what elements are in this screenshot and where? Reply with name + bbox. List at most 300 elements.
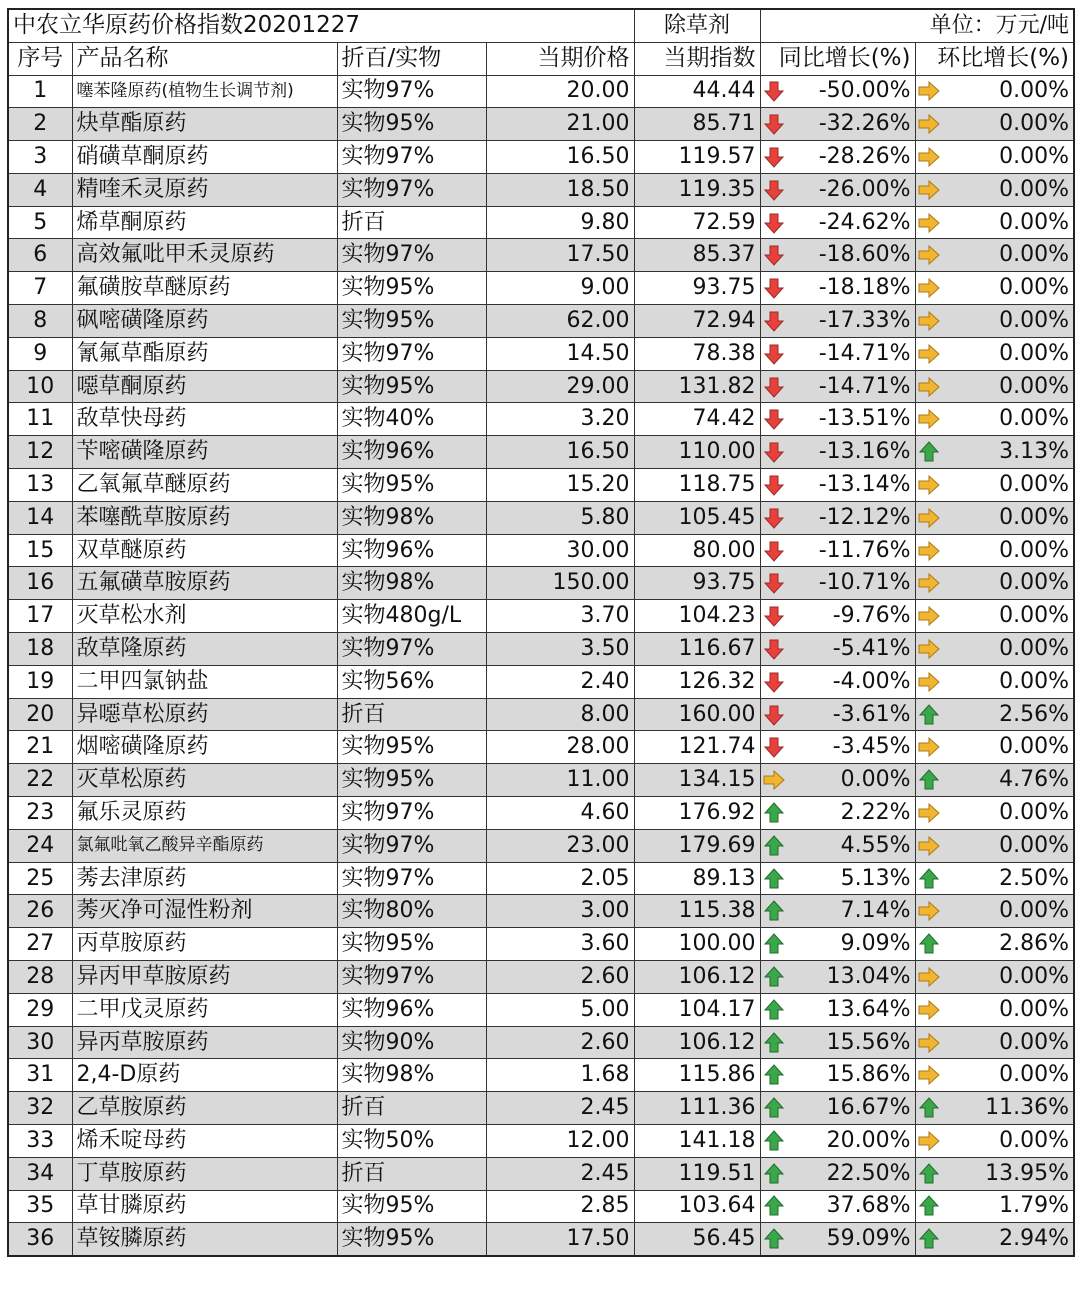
yoy-cell	[760, 239, 915, 272]
current-index: 78.38	[634, 337, 760, 370]
table-row	[8, 1026, 1074, 1059]
yoy-value: -18.60%	[818, 242, 911, 268]
yoy-cell	[760, 829, 915, 862]
product-spec: 实物97%	[337, 75, 486, 108]
row-index: 18	[8, 633, 72, 666]
current-price: 20.00	[486, 75, 634, 108]
product-name: 噁草酮原药	[72, 370, 337, 403]
header-spec: 折百/实物	[337, 42, 486, 75]
arrow-up-icon	[918, 868, 940, 890]
arrow-right-icon	[918, 1130, 940, 1152]
product-name: 异丙甲草胺原药	[72, 961, 337, 994]
arrow-up-icon	[918, 933, 940, 955]
mom-value: 0.00%	[999, 242, 1070, 268]
arrow-right-icon	[918, 1064, 940, 1086]
current-price: 15.20	[486, 469, 634, 502]
yoy-cell	[760, 108, 915, 141]
row-index: 7	[8, 272, 72, 305]
mom-value: 0.00%	[999, 111, 1070, 137]
arrow-right-icon	[918, 179, 940, 201]
product-name: 砜嘧磺隆原药	[72, 305, 337, 338]
product-spec: 实物97%	[337, 173, 486, 206]
product-spec: 实物96%	[337, 534, 486, 567]
category-text: 除草剂	[664, 12, 731, 38]
product-spec: 实物97%	[337, 961, 486, 994]
table-row	[8, 1059, 1074, 1092]
arrow-down-icon	[763, 474, 785, 496]
yoy-cell	[760, 764, 915, 797]
table-row	[8, 337, 1074, 370]
row-index: 14	[8, 501, 72, 534]
current-index: 119.35	[634, 173, 760, 206]
mom-cell	[915, 403, 1074, 436]
arrow-right-icon	[918, 638, 940, 660]
yoy-value: -11.76%	[818, 537, 911, 563]
mom-cell	[915, 1059, 1074, 1092]
title-row	[8, 9, 1074, 42]
mom-cell	[915, 764, 1074, 797]
current-index: 74.42	[634, 403, 760, 436]
product-name: 双草醚原药	[72, 534, 337, 567]
current-index: 131.82	[634, 370, 760, 403]
current-index: 116.67	[634, 633, 760, 666]
arrow-up-icon	[918, 1163, 940, 1185]
product-name: 烟嘧磺隆原药	[72, 731, 337, 764]
current-index: 103.64	[634, 1190, 760, 1223]
current-price: 62.00	[486, 305, 634, 338]
product-spec: 实物80%	[337, 895, 486, 928]
current-price: 17.50	[486, 1223, 634, 1256]
unit-label	[760, 9, 1074, 42]
arrow-right-icon	[918, 408, 940, 430]
yoy-value: 15.86%	[826, 1062, 911, 1088]
yoy-cell	[760, 1157, 915, 1190]
current-price: 18.50	[486, 173, 634, 206]
yoy-cell	[760, 1026, 915, 1059]
current-price: 3.50	[486, 633, 634, 666]
table-row	[8, 600, 1074, 633]
arrow-down-icon	[763, 244, 785, 266]
product-spec: 实物95%	[337, 731, 486, 764]
product-name: 精喹禾灵原药	[72, 173, 337, 206]
mom-value: 2.56%	[999, 701, 1070, 727]
mom-cell	[915, 600, 1074, 633]
yoy-cell	[760, 337, 915, 370]
mom-value: 0.00%	[999, 1029, 1070, 1055]
product-spec: 实物90%	[337, 1026, 486, 1059]
current-index: 134.15	[634, 764, 760, 797]
current-index: 93.75	[634, 272, 760, 305]
current-index: 72.59	[634, 206, 760, 239]
row-index: 36	[8, 1223, 72, 1256]
table-row	[8, 698, 1074, 731]
yoy-value: 9.09%	[840, 931, 911, 957]
yoy-value: -12.12%	[818, 504, 911, 530]
mom-cell	[915, 928, 1074, 961]
yoy-value: 13.04%	[826, 963, 911, 989]
header-row	[8, 42, 1074, 75]
row-index: 15	[8, 534, 72, 567]
product-name: 苄嘧磺隆原药	[72, 436, 337, 469]
yoy-cell	[760, 305, 915, 338]
table-row	[8, 370, 1074, 403]
arrow-up-icon	[763, 1130, 785, 1152]
mom-value: 0.00%	[999, 471, 1070, 497]
arrow-down-icon	[763, 736, 785, 758]
mom-cell	[915, 370, 1074, 403]
mom-cell	[915, 862, 1074, 895]
current-price: 1.68	[486, 1059, 634, 1092]
row-index: 29	[8, 993, 72, 1026]
mom-cell	[915, 961, 1074, 994]
current-index: 111.36	[634, 1092, 760, 1125]
arrow-up-icon	[763, 1163, 785, 1185]
current-index: 179.69	[634, 829, 760, 862]
mom-value: 13.95%	[985, 1160, 1070, 1186]
yoy-value: -3.61%	[832, 701, 911, 727]
mom-value: 0.00%	[999, 143, 1070, 169]
mom-value: 0.00%	[999, 668, 1070, 694]
mom-cell	[915, 1026, 1074, 1059]
yoy-value: -13.51%	[818, 406, 911, 432]
mom-value: 0.00%	[999, 898, 1070, 924]
arrow-right-icon	[918, 80, 940, 102]
current-price: 150.00	[486, 567, 634, 600]
yoy-value: 0.00%	[840, 767, 911, 793]
yoy-value: 13.64%	[826, 996, 911, 1022]
arrow-up-icon	[763, 802, 785, 824]
yoy-value: 5.13%	[840, 865, 911, 891]
arrow-down-icon	[763, 408, 785, 430]
mom-value: 2.50%	[999, 865, 1070, 891]
mom-cell	[915, 534, 1074, 567]
product-spec: 折百	[337, 206, 486, 239]
mom-cell	[915, 698, 1074, 731]
arrow-right-icon	[918, 146, 940, 168]
table-row	[8, 436, 1074, 469]
mom-value: 0.00%	[999, 734, 1070, 760]
row-index: 2	[8, 108, 72, 141]
product-spec: 实物95%	[337, 108, 486, 141]
yoy-cell	[760, 534, 915, 567]
row-index: 27	[8, 928, 72, 961]
mom-value: 0.00%	[999, 537, 1070, 563]
product-spec: 实物96%	[337, 436, 486, 469]
mom-value: 0.00%	[999, 307, 1070, 333]
yoy-value: 16.67%	[826, 1095, 911, 1121]
current-index: 85.37	[634, 239, 760, 272]
product-spec: 实物95%	[337, 1223, 486, 1256]
arrow-right-icon	[763, 769, 785, 791]
table-row	[8, 1092, 1074, 1125]
header-price: 当期价格	[486, 42, 634, 75]
mom-value: 0.00%	[999, 832, 1070, 858]
arrow-down-icon	[763, 277, 785, 299]
current-price: 2.05	[486, 862, 634, 895]
arrow-up-icon	[763, 1064, 785, 1086]
row-index: 1	[8, 75, 72, 108]
product-spec: 实物56%	[337, 665, 486, 698]
mom-value: 0.00%	[999, 963, 1070, 989]
yoy-value: -26.00%	[818, 176, 911, 202]
yoy-cell	[760, 698, 915, 731]
product-spec: 实物95%	[337, 370, 486, 403]
header-index: 序号	[8, 42, 72, 75]
current-price: 30.00	[486, 534, 634, 567]
arrow-right-icon	[918, 671, 940, 693]
current-index: 80.00	[634, 534, 760, 567]
arrow-up-icon	[763, 933, 785, 955]
mom-cell	[915, 1190, 1074, 1223]
yoy-value: 15.56%	[826, 1029, 911, 1055]
yoy-cell	[760, 403, 915, 436]
product-spec: 实物40%	[337, 403, 486, 436]
product-spec: 实物95%	[337, 272, 486, 305]
arrow-up-icon	[918, 441, 940, 463]
product-spec: 实物96%	[337, 993, 486, 1026]
yoy-value: -14.71%	[818, 373, 911, 399]
mom-cell	[915, 501, 1074, 534]
product-name: 五氟磺草胺原药	[72, 567, 337, 600]
yoy-cell	[760, 1092, 915, 1125]
product-spec: 折百	[337, 1092, 486, 1125]
current-index: 89.13	[634, 862, 760, 895]
product-spec: 实物480g/L	[337, 600, 486, 633]
row-index: 12	[8, 436, 72, 469]
product-spec: 实物97%	[337, 633, 486, 666]
current-price: 5.80	[486, 501, 634, 534]
row-index: 13	[8, 469, 72, 502]
header-yoy: 同比增长(%)	[760, 42, 915, 75]
row-index: 6	[8, 239, 72, 272]
mom-cell	[915, 272, 1074, 305]
current-price: 4.60	[486, 797, 634, 830]
table-row	[8, 501, 1074, 534]
mom-cell	[915, 993, 1074, 1026]
yoy-value: -14.71%	[818, 340, 911, 366]
current-index: 106.12	[634, 1026, 760, 1059]
arrow-right-icon	[918, 507, 940, 529]
header-name: 产品名称	[72, 42, 337, 75]
product-spec: 实物98%	[337, 1059, 486, 1092]
yoy-cell	[760, 501, 915, 534]
mom-cell	[915, 665, 1074, 698]
current-index: 119.57	[634, 141, 760, 174]
current-price: 12.00	[486, 1125, 634, 1158]
mom-value: 0.00%	[999, 340, 1070, 366]
arrow-down-icon	[763, 310, 785, 332]
row-index: 31	[8, 1059, 72, 1092]
arrow-down-icon	[763, 704, 785, 726]
current-index: 115.86	[634, 1059, 760, 1092]
product-name: 丙草胺原药	[72, 928, 337, 961]
product-name: 苯噻酰草胺原药	[72, 501, 337, 534]
table-row	[8, 764, 1074, 797]
row-index: 21	[8, 731, 72, 764]
current-price: 2.60	[486, 1026, 634, 1059]
table-row	[8, 993, 1074, 1026]
arrow-right-icon	[918, 277, 940, 299]
mom-cell	[915, 239, 1074, 272]
arrow-up-icon	[763, 1097, 785, 1119]
arrow-right-icon	[918, 605, 940, 627]
row-index: 8	[8, 305, 72, 338]
current-price: 28.00	[486, 731, 634, 764]
row-index: 11	[8, 403, 72, 436]
current-index: 44.44	[634, 75, 760, 108]
mom-cell	[915, 173, 1074, 206]
arrow-right-icon	[918, 966, 940, 988]
current-price: 2.60	[486, 961, 634, 994]
product-spec: 实物95%	[337, 305, 486, 338]
current-price: 2.40	[486, 665, 634, 698]
row-index: 28	[8, 961, 72, 994]
table-row	[8, 731, 1074, 764]
mom-value: 2.94%	[999, 1226, 1070, 1252]
row-index: 16	[8, 567, 72, 600]
arrow-right-icon	[918, 376, 940, 398]
product-spec: 实物97%	[337, 829, 486, 862]
product-spec: 实物97%	[337, 337, 486, 370]
table-row	[8, 961, 1074, 994]
yoy-value: 22.50%	[826, 1160, 911, 1186]
yoy-value: 20.00%	[826, 1127, 911, 1153]
mom-cell	[915, 141, 1074, 174]
yoy-cell	[760, 1190, 915, 1223]
yoy-value: -13.16%	[818, 439, 911, 465]
arrow-right-icon	[918, 572, 940, 594]
current-price: 14.50	[486, 337, 634, 370]
current-price: 23.00	[486, 829, 634, 862]
yoy-value: -50.00%	[818, 78, 911, 104]
yoy-value: 59.09%	[826, 1226, 911, 1252]
product-name: 二甲四氯钠盐	[72, 665, 337, 698]
product-spec: 实物97%	[337, 239, 486, 272]
header-price-index: 当期指数	[634, 42, 760, 75]
arrow-down-icon	[763, 376, 785, 398]
current-price: 8.00	[486, 698, 634, 731]
table-row	[8, 633, 1074, 666]
report-title	[8, 9, 634, 42]
arrow-up-icon	[763, 1195, 785, 1217]
table-body	[8, 75, 1074, 1256]
arrow-down-icon	[763, 179, 785, 201]
mom-cell	[915, 567, 1074, 600]
row-index: 35	[8, 1190, 72, 1223]
arrow-down-icon	[763, 638, 785, 660]
row-index: 32	[8, 1092, 72, 1125]
arrow-right-icon	[918, 212, 940, 234]
product-spec: 实物95%	[337, 764, 486, 797]
product-spec: 实物95%	[337, 928, 486, 961]
report-title-text: 中农立华原药价格指数20201227	[13, 12, 361, 39]
current-index: 93.75	[634, 567, 760, 600]
table-row	[8, 173, 1074, 206]
table-row	[8, 665, 1074, 698]
current-index: 104.23	[634, 600, 760, 633]
row-index: 4	[8, 173, 72, 206]
mom-value: 0.00%	[999, 176, 1070, 202]
mom-cell	[915, 797, 1074, 830]
product-name: 灭草松原药	[72, 764, 337, 797]
current-index: 141.18	[634, 1125, 760, 1158]
yoy-cell	[760, 993, 915, 1026]
current-index: 56.45	[634, 1223, 760, 1256]
row-index: 26	[8, 895, 72, 928]
yoy-value: 2.22%	[840, 799, 911, 825]
yoy-cell	[760, 370, 915, 403]
product-name: 烯禾啶母药	[72, 1125, 337, 1158]
row-index: 9	[8, 337, 72, 370]
yoy-value: -17.33%	[818, 307, 911, 333]
yoy-cell	[760, 206, 915, 239]
table-row	[8, 567, 1074, 600]
current-index: 100.00	[634, 928, 760, 961]
arrow-down-icon	[763, 540, 785, 562]
row-index: 20	[8, 698, 72, 731]
table-row	[8, 1190, 1074, 1223]
arrow-up-icon	[763, 1228, 785, 1250]
arrow-right-icon	[918, 736, 940, 758]
product-name: 草甘膦原药	[72, 1190, 337, 1223]
mom-cell	[915, 337, 1074, 370]
current-price: 5.00	[486, 993, 634, 1026]
yoy-value: -3.45%	[832, 734, 911, 760]
row-index: 23	[8, 797, 72, 830]
arrow-up-icon	[918, 704, 940, 726]
yoy-value: -5.41%	[832, 635, 911, 661]
current-price: 9.80	[486, 206, 634, 239]
table-row	[8, 829, 1074, 862]
arrow-down-icon	[763, 572, 785, 594]
arrow-right-icon	[918, 900, 940, 922]
mom-value: 0.00%	[999, 373, 1070, 399]
mom-value: 4.76%	[999, 767, 1070, 793]
arrow-right-icon	[918, 113, 940, 135]
table-row	[8, 239, 1074, 272]
mom-value: 0.00%	[999, 635, 1070, 661]
product-name: 丁草胺原药	[72, 1157, 337, 1190]
mom-value: 11.36%	[985, 1095, 1070, 1121]
current-index: 110.00	[634, 436, 760, 469]
product-name: 硝磺草酮原药	[72, 141, 337, 174]
yoy-value: -28.26%	[818, 143, 911, 169]
mom-cell	[915, 1125, 1074, 1158]
mom-cell	[915, 75, 1074, 108]
product-name: 灭草松水剂	[72, 600, 337, 633]
yoy-value: -4.00%	[832, 668, 911, 694]
arrow-down-icon	[763, 343, 785, 365]
current-price: 16.50	[486, 436, 634, 469]
yoy-value: -13.14%	[818, 471, 911, 497]
yoy-cell	[760, 1059, 915, 1092]
yoy-cell	[760, 797, 915, 830]
arrow-down-icon	[763, 113, 785, 135]
yoy-cell	[760, 862, 915, 895]
current-price: 21.00	[486, 108, 634, 141]
table-row	[8, 534, 1074, 567]
current-price: 3.20	[486, 403, 634, 436]
current-price: 3.00	[486, 895, 634, 928]
price-index-table	[7, 8, 1075, 1257]
yoy-value: 4.55%	[840, 832, 911, 858]
current-price: 3.70	[486, 600, 634, 633]
mom-cell	[915, 1092, 1074, 1125]
mom-value: 0.00%	[999, 603, 1070, 629]
product-spec: 实物98%	[337, 567, 486, 600]
arrow-right-icon	[918, 474, 940, 496]
yoy-cell	[760, 600, 915, 633]
